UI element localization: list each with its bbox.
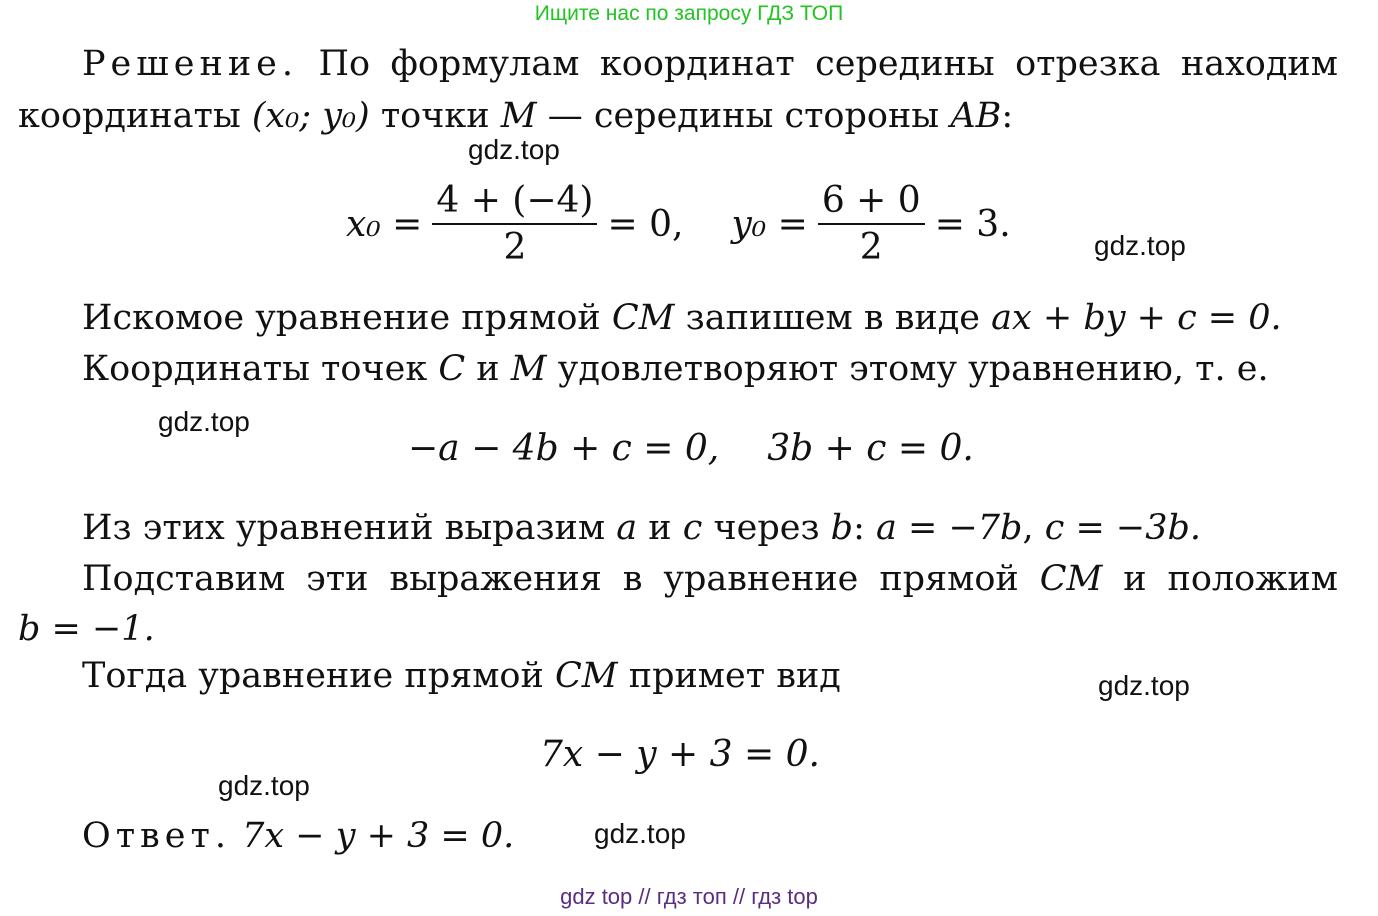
text: запишем в виде: [685, 298, 980, 338]
x0-rhs: = 0,: [607, 203, 684, 245]
text: Координаты точек: [82, 349, 428, 389]
text: точки: [380, 96, 490, 136]
text: Подставим эти выражения в уравнение прямой: [82, 559, 1019, 599]
solution-label: Решение.: [82, 44, 299, 84]
coord-expr: (x₀; y₀): [251, 96, 370, 136]
text: и: [476, 349, 500, 389]
watermark: gdz.top: [468, 134, 560, 165]
text: примет вид: [628, 656, 841, 696]
answer-equation: 7x − y + 3 = 0.: [242, 816, 515, 856]
solution-line-2: [18, 94, 1013, 138]
numerator: 4 + (−4): [432, 180, 597, 225]
top-banner: Ищите нас по запросу ГДЗ ТОП: [534, 2, 844, 25]
fraction-y: [818, 180, 925, 268]
var-a: a: [616, 508, 638, 548]
formula-result: [540, 734, 820, 775]
solution-line-3: [82, 296, 1282, 340]
side-ab: AB: [950, 96, 1002, 136]
solution-line-5: [82, 506, 1201, 550]
line-cm: CM: [554, 656, 618, 696]
expr-a: a = −7b: [876, 508, 1023, 548]
watermark: gdz.top: [218, 770, 310, 801]
answer-label: Ответ.: [82, 816, 231, 856]
denominator: 2: [859, 227, 883, 268]
solution-line-1: [82, 42, 1338, 86]
colon: :: [853, 508, 865, 548]
solution-line-6: [82, 557, 1338, 601]
text: и положим: [1123, 559, 1338, 599]
numerator: 6 + 0: [818, 180, 925, 225]
y0-lhs: y₀ =: [731, 203, 808, 245]
denominator: 2: [503, 227, 527, 268]
line-cm: CM: [1039, 559, 1103, 599]
solution-line-7: [18, 607, 155, 651]
solution-line-4: [82, 347, 1269, 391]
equation-general: ax + by + c = 0.: [991, 298, 1282, 338]
colon: :: [1001, 96, 1014, 136]
equation-2: 3b + c = 0.: [767, 428, 974, 469]
expr-c: c = −3b.: [1044, 508, 1202, 548]
equation-1: −a − 4b + c = 0,: [408, 428, 720, 469]
footer-links: gdz top // гдз топ // гдз top: [560, 884, 818, 909]
text: удовлетворяют этому уравнению, т. е.: [557, 349, 1269, 389]
point-m: M: [500, 96, 537, 136]
text: — середины стороны: [547, 96, 940, 136]
solution-text-1: По формулам координат середины отрезка находим: [318, 44, 1338, 84]
text: Искомое уравнение прямой: [82, 298, 601, 338]
answer-line: [82, 814, 514, 858]
var-c: c: [682, 508, 703, 548]
var-b: b: [830, 508, 854, 548]
watermark: gdz.top: [158, 406, 250, 437]
text: через: [713, 508, 820, 548]
equation-result: 7x − y + 3 = 0.: [540, 734, 820, 775]
x0-lhs: x₀ =: [346, 203, 423, 245]
point-m: M: [510, 349, 547, 389]
watermark: gdz.top: [1094, 230, 1186, 261]
point-c: C: [438, 349, 466, 389]
text: Из этих уравнений выразим: [82, 508, 606, 548]
y0-rhs: = 3.: [934, 203, 1011, 245]
formula-midpoint: [346, 180, 1011, 268]
text: Тогда уравнение прямой: [82, 656, 544, 696]
watermark: gdz.top: [1098, 670, 1190, 701]
expr-b: b = −1.: [18, 609, 155, 649]
text: координаты: [18, 96, 241, 136]
fraction-x: [432, 180, 597, 268]
line-cm: CM: [611, 298, 675, 338]
watermark: gdz.top: [594, 818, 686, 849]
solution-line-8: [82, 654, 841, 698]
formula-system: [408, 428, 974, 469]
text: и: [648, 508, 672, 548]
comma: ,: [1022, 508, 1034, 548]
